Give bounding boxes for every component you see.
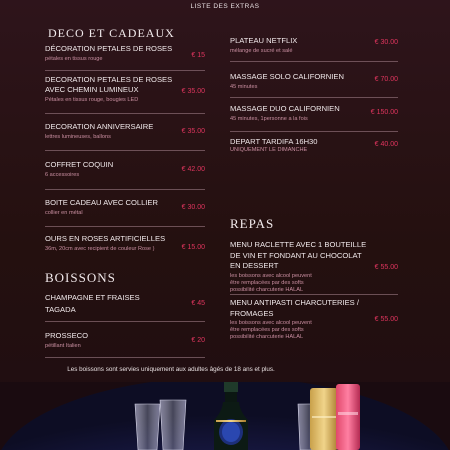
item-price: € 150.00 <box>370 109 398 116</box>
item-description: les boissons avec alcool peuvent être remplacées par des softs possibilité charcuterie HALAL <box>230 320 312 340</box>
separator <box>45 321 205 322</box>
separator <box>45 70 205 71</box>
item-name: MASSAGE SOLO CALIFORNIEN <box>230 72 344 81</box>
item-price: € 15.00 <box>181 244 205 251</box>
menu-item <box>230 240 398 294</box>
section-title-deco: DECO ET CADEAUX <box>48 26 175 40</box>
separator <box>230 97 398 98</box>
age-notice: Les boissons sont servies uniquement aux adultes âgés de 18 ans et plus. <box>67 366 275 373</box>
item-name: MENU ANTIPASTI CHARCUTERIES / FROMAGES <box>230 298 359 318</box>
item-name: MENU RACLETTE AVEC 1 BOUTEILLE DE VIN ET FONDANT AU CHOCOLAT EN DESSERT <box>230 240 367 270</box>
champagne-photo <box>0 382 450 450</box>
item-description: 45 minutes <box>230 84 258 90</box>
item-price: € 35.00 <box>181 88 205 95</box>
menu-item <box>45 198 205 217</box>
item-name: DECORATION ANNIVERSAIRE <box>45 122 154 131</box>
separator <box>230 294 398 295</box>
item-name: DEPART TARDIFA 16H30 <box>230 137 318 146</box>
item-description: Pétales en tissus rouge, bougies LED <box>45 97 139 103</box>
page-title: LISTE DES EXTRAS <box>190 3 260 10</box>
menu-item <box>230 137 398 154</box>
item-price: € 35.00 <box>181 128 205 135</box>
section-title-repas: REPAS <box>230 216 275 231</box>
separator <box>45 357 205 358</box>
menu-item <box>230 104 398 123</box>
menu-item <box>45 234 205 253</box>
menu-item <box>45 331 205 350</box>
item-price: € 70.00 <box>374 76 398 83</box>
menu-item <box>230 36 398 55</box>
separator <box>45 189 205 190</box>
item-price: € 45 <box>191 300 205 307</box>
separator <box>230 131 398 132</box>
item-price: € 20 <box>191 337 205 344</box>
item-price: € 55.00 <box>374 316 398 323</box>
item-price: € 42.00 <box>181 166 205 173</box>
item-description: 6 accessoires <box>45 172 80 178</box>
item-name: MASSAGE DUO CALIFORNIEN <box>230 104 340 113</box>
item-description: mélange de sucré et salé <box>230 48 293 54</box>
item-description: pétillant Italien <box>45 343 81 349</box>
item-description: les boissons avec alcool peuvent être remplacées par des softs possibilité charcuterie HALAL <box>230 272 312 293</box>
menu-item <box>45 44 205 63</box>
menu-item <box>45 75 205 104</box>
item-description: UNIQUEMENT LE DIMANCHE <box>230 147 308 153</box>
item-name: OURS EN ROSES ARTIFICIELLES <box>45 234 166 243</box>
menu-item <box>45 160 205 179</box>
separator <box>45 113 205 114</box>
menu-item <box>230 72 398 91</box>
item-name: BOITE CADEAU AVEC COLLIER <box>45 198 158 207</box>
item-name: PLATEAU NETFLIX <box>230 36 298 45</box>
item-description: 45 minutes, 1personne a la fois <box>230 116 308 122</box>
item-description: collier en métal <box>45 210 83 216</box>
separator <box>230 61 398 62</box>
champagne-illustration <box>0 382 450 450</box>
item-price: € 55.00 <box>374 264 398 271</box>
item-price: € 15 <box>191 52 205 59</box>
separator <box>45 150 205 151</box>
menu-item <box>230 298 398 341</box>
separator <box>45 226 205 227</box>
section-title-boissons: BOISSONS <box>45 270 116 285</box>
item-price: € 40.00 <box>374 141 398 148</box>
menu-item <box>45 122 205 141</box>
item-description: lettres lumineuses, ballons <box>45 134 111 140</box>
item-description: 36m, 20cm avec recipient de couleur Rose ) <box>45 246 155 252</box>
item-name: DECORATION PETALES DE ROSES AVEC CHEMIN LUMINEUX <box>45 75 173 94</box>
item-name: DÉCORATION PETALES DE ROSES <box>45 44 173 53</box>
menu-item <box>45 292 205 316</box>
item-description: pétales en tissus rouge <box>45 56 103 62</box>
item-name: CHAMPAGNE ET FRAISES TAGADA <box>45 293 140 314</box>
item-name: PROSSECO <box>45 331 89 340</box>
item-name: COFFRET COQUIN <box>45 160 114 169</box>
item-price: € 30.00 <box>181 204 205 211</box>
item-price: € 30.00 <box>374 39 398 46</box>
